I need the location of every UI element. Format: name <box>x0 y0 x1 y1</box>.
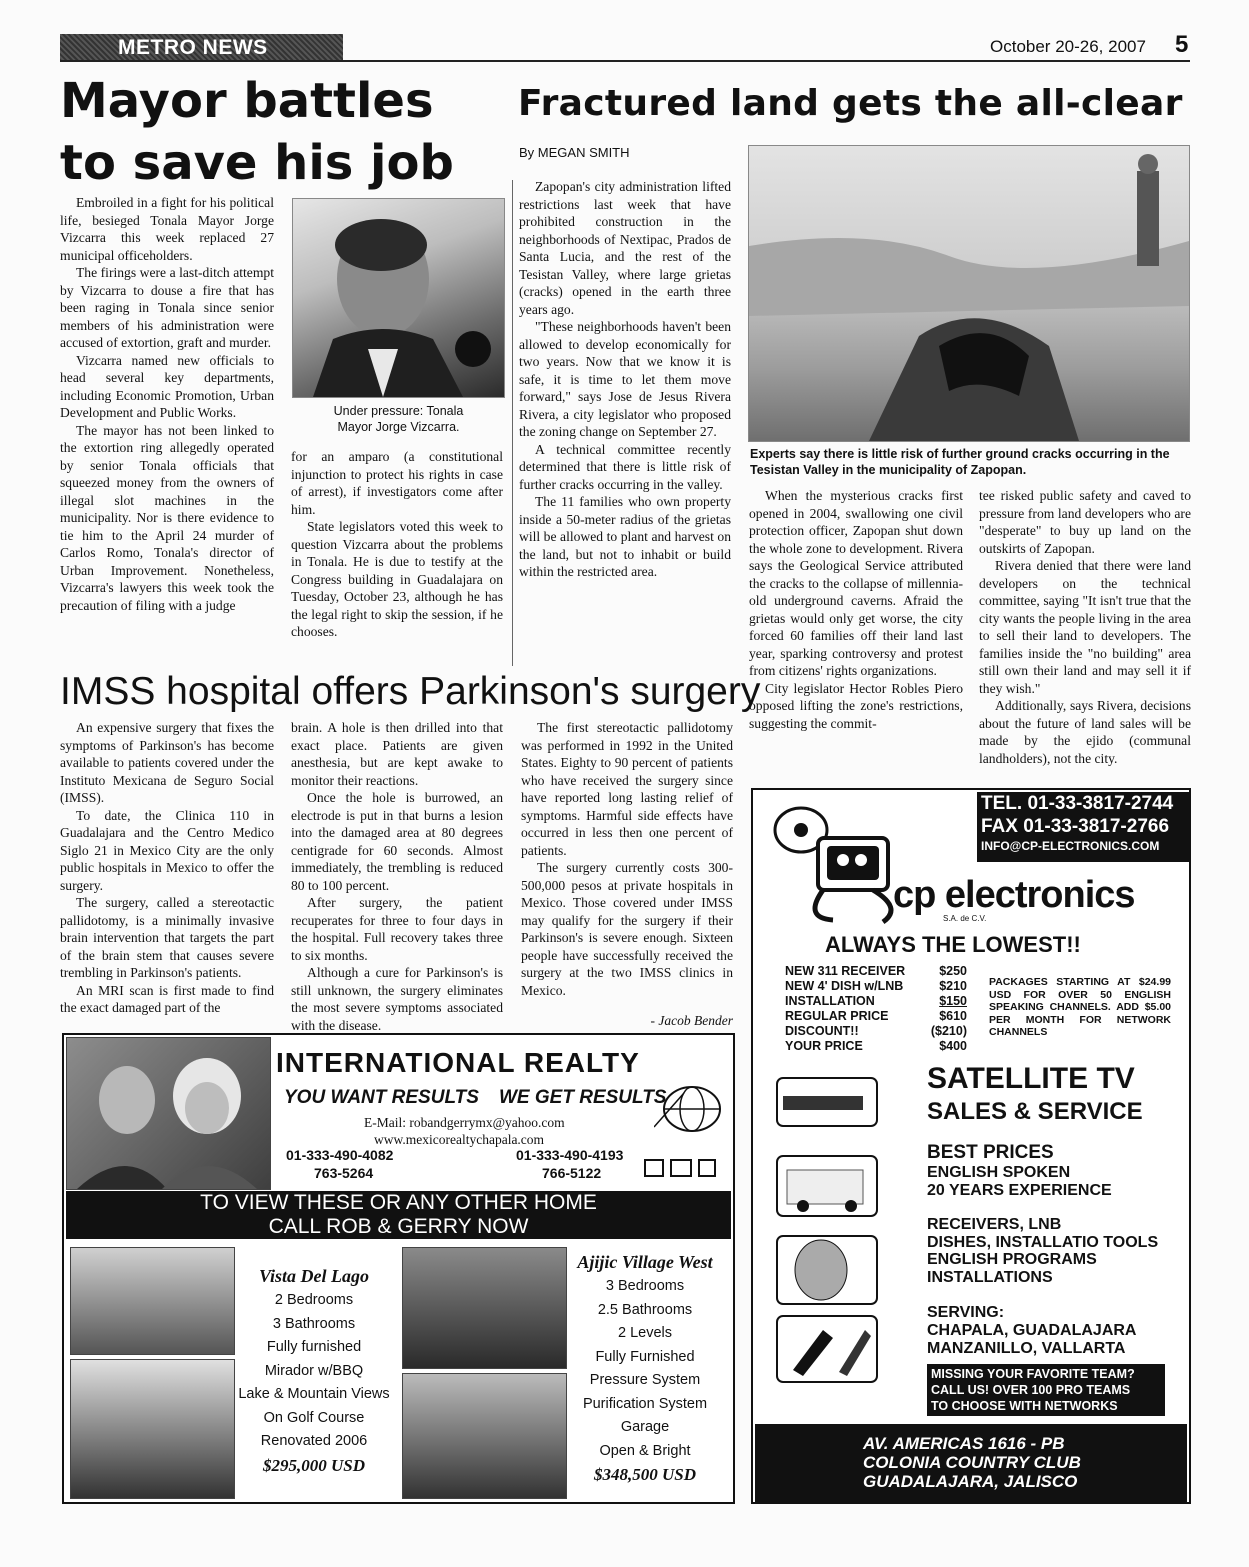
price-value: $610 <box>939 1009 967 1023</box>
service-item: DISHES, INSTALLATIO TOOLS <box>927 1233 1159 1251</box>
price-row <box>785 1009 967 1024</box>
cp-cities-2: MANZANILLO, VALLARTA <box>927 1340 1126 1357</box>
realty-email[interactable]: E-Mail: robandgerrymx@yahoo.com <box>364 1115 565 1130</box>
mayor-column-2 <box>291 448 503 641</box>
price-value: $400 <box>939 1039 967 1053</box>
paragraph: Additionally, says Rivera, decisions about the future of land sales will be made by the ejido (communal landholders), not the city. <box>979 698 1191 766</box>
paragraph: An expensive surgery that fixes the symptoms of Parkinson's has become available to patients covered under the Instituto Mexicana de Seguro Social (IMSS). <box>60 720 274 805</box>
paragraph: After surgery, the patient recuperates for three to four days in the hospital. Full recovery takes three to six months. <box>291 895 503 963</box>
service-item: INSTALLATIONS <box>927 1268 1053 1286</box>
realty-phone-2-local: 766-5122 <box>542 1165 602 1181</box>
paragraph: tee risked public safety and caved to pressure from land developers who are "desperate" to buy up land on the outskirts of Zapopan. <box>979 488 1191 556</box>
paragraph: for an amparo (a constitutional injunction to protect his rights in case of arrest), if investigators come after him. <box>291 449 503 517</box>
ajijic-photo-1 <box>402 1247 567 1369</box>
fractured-column-2 <box>749 487 963 732</box>
paragraph: City legislator Hector Robles Piero opposed lifting the zone's restrictions, suggesting the commit- <box>749 680 963 731</box>
grietas-photo <box>748 145 1190 442</box>
price-row <box>785 994 967 1009</box>
listing-feature: Renovated 2006 <box>260 1433 368 1449</box>
vista-del-lago-photo-2 <box>70 1359 235 1499</box>
paragraph: To date, the Clinica 110 in Guadalajara and the Centro Medico Siglo 21 in Mexico City are the only public hospitals in Mexico to offer the surgery. <box>60 807 274 893</box>
promo-line: MISSING YOUR FAVORITE TEAM? <box>931 1367 1135 1381</box>
price-value: $250 <box>939 964 967 978</box>
cp-services-list <box>927 1216 1158 1286</box>
paragraph: Although a cure for Parkinson's is still unknown, the surgery eliminates the most severe symptoms associated with the disease. <box>291 965 503 1033</box>
cp-telephone: TEL. 01-33-3817-2744 <box>981 793 1174 814</box>
address-line: GUADALAJARA, JALISCO <box>863 1472 1078 1491</box>
paragraph: State legislators voted this week to question Vizcarra about the problems in Tonala. He is due to testify at the Congress building in Guadalajara on Tuesday, October 23, although he has the legal right to skip the session, if he chooses. <box>291 519 503 639</box>
cp-brand-sub: S.A. de C.V. <box>943 914 987 923</box>
paragraph: Zapopan's city administration lifted restrictions last week that have prohibited construction in the neighborhoods of Nextipac, Prados de Santa Lucia, and the rest of the Tesistan Valley, where large grietas (cracks) opened in the earth three years ago. <box>519 179 731 317</box>
ajijic-photo-2 <box>402 1373 567 1499</box>
address-line: AV. AMERICAS 1616 - PB <box>863 1434 1065 1453</box>
section-label: METRO NEWS <box>60 34 343 61</box>
listing-title: Ajijic Village West <box>577 1252 713 1272</box>
fractured-column-1 <box>519 178 731 581</box>
listing-feature: Pressure System <box>589 1372 701 1388</box>
grietas-photo-caption: Experts say there is little risk of further ground cracks occurring in the Tesistan Valley in the municipality of Zapopan. <box>750 447 1170 477</box>
mayor-headline-line2: to save his job <box>60 135 454 191</box>
imss-column-2 <box>291 719 503 1034</box>
globe-icon <box>654 1083 724 1133</box>
agents-photo <box>66 1037 271 1190</box>
price-value: ($210) <box>930 1024 967 1038</box>
price-row <box>785 964 967 979</box>
price-row <box>785 1039 967 1054</box>
listing-title: Vista Del Lago <box>258 1266 369 1286</box>
price-row <box>785 1024 967 1039</box>
fractured-column-3 <box>979 487 1191 767</box>
fractured-headline: Fractured land gets the all-clear <box>518 83 1183 124</box>
price-label: YOUR PRICE <box>785 1039 863 1053</box>
paragraph: Once the hole is burrowed, an electrode is put in that burns a lesion into the damaged area at 80 degrees centigrade for 60 seconds. Almost immediately, the trembling is reduced 80 to 100 percent. <box>291 790 503 893</box>
cp-electronics-ad <box>751 788 1191 1504</box>
association-logo-icon <box>670 1159 692 1177</box>
paragraph: "These neighborhoods haven't been allowed to develop economically for two years. Now that we know it is safe, it is time to let them move forward," says Jose de Jesus Rivera Rivera, a city legislator who proposed the zoning change on September 27. <box>519 319 731 439</box>
cp-cities-1: CHAPALA, GUADALAJARA <box>927 1322 1137 1339</box>
price-row <box>785 979 967 994</box>
mayor-photo <box>292 198 505 398</box>
promo-line: CALL US! OVER 100 PRO TEAMS <box>931 1383 1131 1397</box>
imss-column-1 <box>60 719 274 1017</box>
mls-logo-icon <box>644 1159 664 1177</box>
listing-feature: Purification System <box>582 1395 708 1412</box>
realty-tagline-1: YOU WANT RESULTS <box>284 1087 479 1108</box>
cp-english-spoken: ENGLISH SPOKEN <box>927 1164 1071 1181</box>
listing-feature: Lake & Mountain Views <box>238 1386 390 1402</box>
listing-price: $348,500 USD <box>593 1465 696 1484</box>
contact-box <box>977 792 1189 862</box>
paragraph: A technical committee recently determined that there is little risk of further cracks occurring in the valley. <box>519 441 731 492</box>
listing-feature: Fully Furnished <box>595 1348 695 1365</box>
price-label: DISCOUNT!! <box>785 1024 859 1038</box>
product-images <box>769 1058 887 1388</box>
caption-line: Mayor Jorge Vizcarra. <box>337 420 460 434</box>
cp-sales-service: SALES & SERVICE <box>927 1098 1143 1125</box>
header-rule <box>60 60 1190 62</box>
promo-line: TO CHOOSE WITH NETWORKS <box>931 1399 1118 1413</box>
listing-feature: 2 Bedrooms <box>274 1292 354 1308</box>
vista-del-lago-photo-1 <box>70 1247 235 1355</box>
price-value: $150 <box>939 994 967 1008</box>
paragraph: Vizcarra named new officials to head several key departments, including Economic Promotion, Urban Development and Public Works. <box>60 352 274 420</box>
cp-slogan: ALWAYS THE LOWEST!! <box>825 932 1081 957</box>
paragraph: The mayor has not been linked to the extortion ring allegedly operated by senior Tonala officials that squeezed money from the owners of illegal slot machines in the municipality. Nor is there evidence to tie him to the April 24 murder of Carlos Romo, Tonala's director of Urban Improvement. Nonetheless, Vizcarra's lawyers this week took the precaution of filing with a judge <box>60 422 274 613</box>
price-label: NEW 4' DISH w/LNB <box>785 979 904 993</box>
banner-line: CALL ROB & GERRY NOW <box>268 1215 529 1238</box>
cp-brand: cp electronics <box>893 874 1135 916</box>
service-item: RECEIVERS, LNB <box>927 1216 1062 1233</box>
service-item: ENGLISH PROGRAMS <box>927 1251 1097 1268</box>
imss-headline: IMSS hospital offers Parkinson's surgery <box>60 670 761 713</box>
listing-feature: On Golf Course <box>263 1409 365 1426</box>
paragraph: brain. A hole is then drilled into that exact place. Patients are given anesthesia, but are kept awake to monitor their reactions. <box>291 720 503 788</box>
cp-address-box <box>755 1424 1187 1502</box>
listing-feature: 2 Levels <box>617 1325 672 1341</box>
mayor-headline-line1: Mayor battles <box>60 73 434 129</box>
realty-tagline-2: WE GET RESULTS <box>499 1087 667 1108</box>
listing-ajijic-village-west <box>564 1249 726 1487</box>
price-list <box>785 964 967 1054</box>
cp-packages: PACKAGES STARTING AT $24.99 USD FOR OVER 50 ENGLISH SPEAKING CHANNELS. ADD $5.00 PER MONTH FOR NETWORK CHANNELS <box>989 976 1171 1038</box>
imss-column-3 <box>521 719 733 999</box>
caption-line: Under pressure: Tonala <box>333 404 464 418</box>
realty-logos <box>644 1159 724 1179</box>
price-label: REGULAR PRICE <box>785 1009 889 1023</box>
paragraph: When the mysterious cracks first opened in 2004, swallowing one civil protection officer, Zapopan shut down the whole zone to development. Rivera says the Geological Service attributed the cracks to the collapse of millennia-old underground caverns. Afraid the grietas would only get worse, the city forced 60 families off their land last year, sparking controversy and protest from citizens' rights organizations. <box>749 488 963 678</box>
mayor-column-1 <box>60 194 274 614</box>
satellite-products-icon <box>769 1058 887 1388</box>
tv-mascot-icon <box>763 798 913 928</box>
cp-missing-team <box>927 1364 1165 1416</box>
listing-price: $295,000 USD <box>262 1455 365 1475</box>
banner-line: TO VIEW THESE OR ANY OTHER HOME <box>200 1191 597 1214</box>
paragraph: An MRI scan is first made to find the exact damaged part of the <box>60 982 274 1015</box>
price-label: NEW 311 RECEIVER <box>785 964 906 978</box>
listing-feature: 3 Bathrooms <box>272 1315 356 1332</box>
cp-fax: FAX 01-33-3817-2766 <box>981 816 1170 837</box>
cp-email[interactable]: INFO@CP-ELECTRONICS.COM <box>981 839 1160 853</box>
ground-crack-icon <box>749 146 1189 441</box>
listing-vista-del-lago <box>232 1263 396 1477</box>
cp-experience: 20 YEARS EXPERIENCE <box>927 1182 1112 1199</box>
listing-feature: Open & Bright <box>599 1442 691 1459</box>
equal-housing-icon <box>698 1159 716 1177</box>
realty-phone-1-local: 763-5264 <box>314 1165 374 1181</box>
listing-feature: Garage <box>620 1419 670 1435</box>
paragraph: The firings were a last-ditch attempt by Vizcarra to douse a fire that has been raging in Tonala since senior members of his administration were accused of extortion, graft and murder. <box>60 265 274 350</box>
paragraph: The 11 families who own property inside a 50-meter radius of the grietas will be allowed to plant and harvest on the land, but not to inhabit or build within the restricted area. <box>519 494 731 579</box>
realty-website[interactable]: www.mexicorealtychapala.com <box>374 1132 545 1147</box>
imss-author: - Jacob Bender <box>650 1013 733 1028</box>
realty-phone-2: 01-333-490-4193 <box>516 1147 624 1163</box>
paragraph: Rivera denied that there were land developers on the technical committee, saying "It isn't true that the city wants the people living in the area to sell their land to developers. The families inside the "no building" area still own their land and may sell it if they wish." <box>979 558 1191 696</box>
paragraph: Embroiled in a fight for his political life, besieged Tonala Mayor Jorge Vizcarra this week replaced 27 municipal officeholders. <box>60 195 274 263</box>
realty-name: INTERNATIONAL REALTY <box>276 1047 640 1078</box>
paragraph: The surgery currently costs 300-500,000 pesos at private hospitals in Mexico. Those covered under IMSS may qualify for the surgery if their Parkinson's is severe enough. Sixteen people have successfully received the surgery at the two IMSS clinics in Mexico. <box>521 860 733 998</box>
listing-feature: 2.5 Bathrooms <box>597 1301 693 1318</box>
price-label: INSTALLATION <box>785 994 875 1008</box>
mayor-portrait-icon <box>293 199 504 397</box>
address-line: COLONIA COUNTRY CLUB <box>863 1453 1081 1472</box>
price-value: $210 <box>939 979 967 993</box>
paragraph: The first stereotactic pallidotomy was performed in 1992 in the United States. Eighty to 90 percent of patients who have received the surgery since have reported long lasting relief of symptoms. Harmful side effects have occurred in less then one percent of patients. <box>521 720 733 858</box>
cp-serving: SERVING: <box>927 1304 1005 1321</box>
column-rule <box>512 180 513 666</box>
listing-feature: 3 Bedrooms <box>605 1278 685 1294</box>
cp-satellite-tv: SATELLITE TV <box>927 1062 1135 1095</box>
listing-feature: Mirador w/BBQ <box>264 1362 364 1379</box>
page-number: 5 <box>1175 31 1189 58</box>
listing-feature: Fully furnished <box>266 1339 362 1355</box>
realty-banner <box>66 1191 731 1239</box>
realty-phone-1: 01-333-490-4082 <box>286 1147 394 1163</box>
fractured-byline: By MEGAN SMITH <box>519 145 630 160</box>
issue-date: October 20-26, 2007 <box>990 37 1146 56</box>
mayor-photo-caption <box>292 403 505 435</box>
cp-best-prices: BEST PRICES <box>927 1142 1054 1163</box>
paragraph: The surgery, called a stereotactic pallidotomy, is a minimally invasive brain intervention that targets the part of the brain stem that causes severe trembling in Parkinson's patients. <box>60 895 274 980</box>
realty-ad <box>62 1033 735 1504</box>
agents-portrait-icon <box>67 1038 270 1189</box>
